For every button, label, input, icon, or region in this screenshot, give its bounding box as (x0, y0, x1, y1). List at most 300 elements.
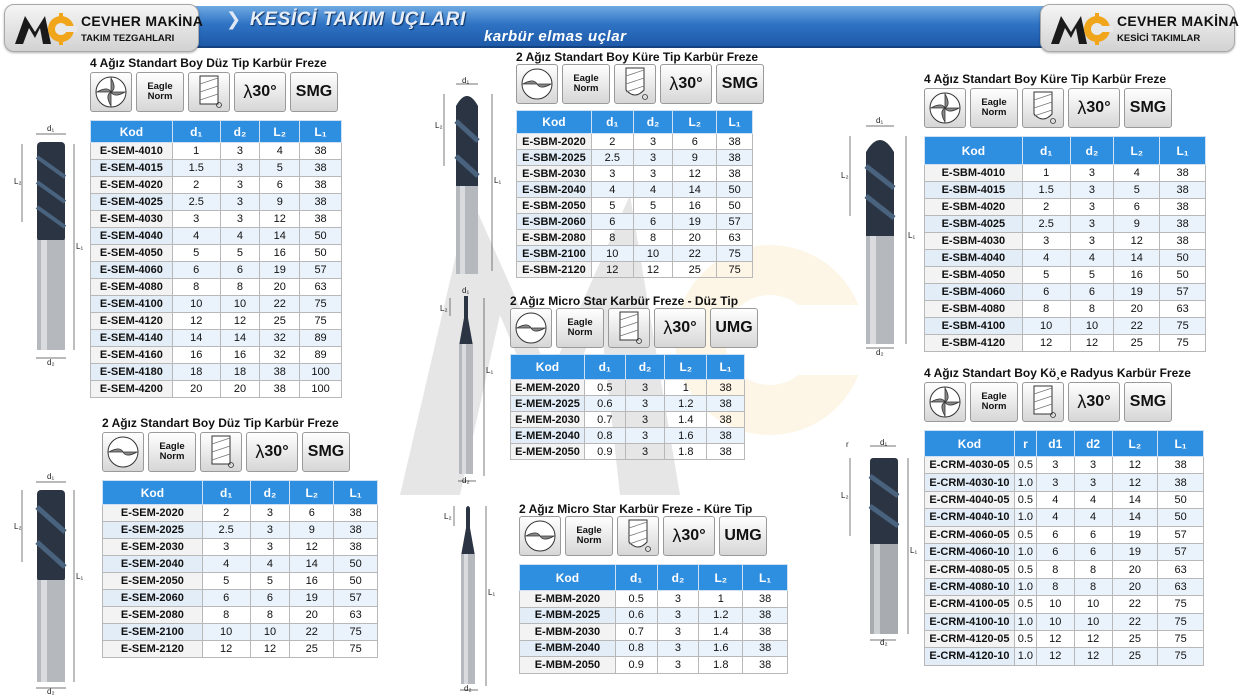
table-row (925, 526, 1204, 543)
spec-value-cell: 5 (1070, 267, 1114, 284)
spec-value-cell: 14 (673, 182, 717, 198)
spec-value-cell: 9 (673, 150, 717, 166)
spec-value-cell: 3 (625, 396, 665, 412)
spec-value-cell: 5 (1022, 267, 1070, 284)
column-header: d2 (1074, 431, 1112, 457)
dim-L1-label: L₁ (488, 588, 496, 597)
column-header: d1 (1036, 431, 1074, 457)
spec-value-cell: 2.5 (591, 150, 633, 166)
flute-section-icon (516, 64, 558, 104)
spec-value-cell: 0.5 (615, 591, 657, 608)
spec-value-cell: 1 (1022, 165, 1070, 182)
spec-value-cell: 1.5 (1022, 182, 1070, 199)
column-header: L₂ (260, 121, 300, 143)
header-title: KESİCİ TAKIM UÇLARI (250, 9, 466, 30)
column-header: L₁ (300, 121, 342, 143)
spec-value-cell: 38 (334, 539, 378, 556)
spec-value-cell: 32 (260, 347, 300, 364)
spec-value-cell: 0.8 (615, 640, 657, 657)
dim-L1-label: L₁ (494, 176, 502, 185)
spec-value-cell: 32 (260, 330, 300, 347)
table-row (925, 284, 1206, 301)
spec-value-cell: 38 (334, 505, 378, 522)
spec-value-cell: 12 (1112, 474, 1158, 491)
spec-value-cell: 3 (625, 380, 665, 396)
table-row (517, 262, 753, 278)
spec-value-cell: 89 (300, 347, 342, 364)
table-row (103, 624, 378, 641)
spec-value-cell: 2.5 (202, 522, 250, 539)
eagle-norm-badge (136, 72, 184, 112)
spec-table (510, 354, 745, 460)
helix-angle-badge (1068, 382, 1120, 422)
table-row (925, 578, 1204, 595)
spec-value-cell: 38 (743, 624, 788, 641)
spec-value-cell: 5 (633, 198, 673, 214)
spec-value-cell: 6 (260, 177, 300, 194)
helix-angle-value: 30° (1086, 393, 1111, 410)
spec-value-cell: 1.8 (665, 444, 707, 460)
product-code-cell: E-MBM-2020 (520, 591, 616, 608)
spec-value-cell: 6 (1070, 284, 1114, 301)
table-row (925, 335, 1206, 352)
spec-value-cell: 38 (717, 150, 753, 166)
spec-value-cell: 50 (1160, 250, 1206, 267)
table-row (517, 198, 753, 214)
spec-value-cell: 63 (300, 279, 342, 296)
column-header: L₂ (665, 355, 707, 380)
spec-value-cell: 75 (1158, 613, 1204, 630)
product-code-cell: E-SEM-2050 (103, 573, 203, 590)
spec-value-cell: 14 (220, 330, 260, 347)
product-code-cell: E-SBM-4050 (925, 267, 1023, 284)
spec-value-cell: 4 (1074, 491, 1112, 508)
table-row (91, 228, 342, 245)
product-code-cell: E-MEM-2030 (511, 412, 585, 428)
column-header: d₁ (591, 111, 633, 134)
product-code-cell: E-CRM-4080-10 (925, 578, 1015, 595)
spec-value-cell: 4 (260, 143, 300, 160)
column-header: d₂ (1070, 137, 1114, 165)
mc-gear-logo-icon (1049, 12, 1113, 46)
table-row (91, 262, 342, 279)
product-code-cell: E-SBM-2080 (517, 230, 592, 246)
spec-value-cell: 1.2 (699, 607, 743, 624)
spec-value-cell: 75 (1160, 335, 1206, 352)
spec-value-cell: 3 (633, 134, 673, 150)
spec-value-cell: 10 (172, 296, 220, 313)
spec-value-cell: 3 (657, 607, 699, 624)
spec-value-cell: 1.0 (1014, 474, 1036, 491)
spec-value-cell: 10 (1036, 596, 1074, 613)
dim-L2-label: L₂ (440, 304, 448, 313)
spec-value-cell: 38 (707, 396, 745, 412)
table-row (925, 216, 1206, 233)
lambda-symbol: λ (663, 317, 673, 338)
spec-value-cell: 75 (300, 313, 342, 330)
dim-d2-label: d₂ (876, 348, 884, 357)
table-row (520, 657, 788, 674)
column-header: Kod (925, 137, 1023, 165)
spec-value-cell: 38 (743, 591, 788, 608)
spec-value-cell: 38 (1160, 199, 1206, 216)
product-code-cell: E-SBM-4060 (925, 284, 1023, 301)
spec-value-cell: 0.5 (1014, 596, 1036, 613)
column-header: L₁ (1158, 431, 1204, 457)
table-row (91, 381, 342, 398)
spec-value-cell: 8 (1022, 301, 1070, 318)
dim-d2-label: d₂ (47, 687, 55, 696)
product-code-cell: E-MEM-2020 (511, 380, 585, 396)
spec-value-cell: 50 (1158, 509, 1204, 526)
column-header: d₂ (220, 121, 260, 143)
dim-L2-label: L₂ (841, 171, 849, 180)
column-header: L₂ (290, 481, 334, 505)
brand-tagline: KESİCİ TAKIMLAR (1117, 33, 1201, 44)
table-header-row (925, 431, 1204, 457)
table-header-row (520, 565, 788, 591)
spec-value-cell: 10 (633, 246, 673, 262)
spec-value-cell: 6 (1036, 526, 1074, 543)
table-row (91, 177, 342, 194)
spec-value-cell: 38 (707, 412, 745, 428)
table-row (925, 491, 1204, 508)
spec-value-cell: 4 (1074, 509, 1112, 526)
spec-value-cell: 12 (260, 211, 300, 228)
flute-section-icon (924, 382, 966, 422)
spec-value-cell: 50 (300, 245, 342, 262)
product-code-cell: E-CRM-4100-10 (925, 613, 1015, 630)
eagle-norm-badge (565, 516, 613, 556)
spec-value-cell: 12 (1114, 233, 1160, 250)
product-code-cell: E-CRM-4040-05 (925, 491, 1015, 508)
tip-geometry-icon (614, 64, 656, 104)
spec-value-cell: 25 (1114, 335, 1160, 352)
spec-value-cell: 3 (1074, 457, 1112, 474)
spec-value-cell: 4 (633, 182, 673, 198)
spec-value-cell: 75 (717, 262, 753, 278)
product-code-cell: E-MBM-2040 (520, 640, 616, 657)
spec-value-cell: 38 (1158, 474, 1204, 491)
product-code-cell: E-SEM-2080 (103, 607, 203, 624)
spec-value-cell: 14 (1112, 509, 1158, 526)
table-row (511, 380, 745, 396)
spec-value-cell: 5 (202, 573, 250, 590)
spec-value-cell: 50 (334, 556, 378, 573)
spec-value-cell: 2 (1022, 199, 1070, 216)
table-row (91, 194, 342, 211)
dim-r-label: r (846, 440, 849, 449)
spec-value-cell: 3 (220, 160, 260, 177)
tip-geometry-icon (617, 516, 659, 556)
spec-value-cell: 5 (220, 245, 260, 262)
product-code-cell: E-SEM-4015 (91, 160, 173, 177)
spec-value-cell: 22 (1112, 613, 1158, 630)
table-row (925, 630, 1204, 647)
spec-value-cell: 38 (300, 177, 342, 194)
spec-table (516, 110, 753, 278)
spec-value-cell: 4 (1114, 165, 1160, 182)
helix-angle-value: 30° (264, 443, 289, 460)
table-row (91, 364, 342, 381)
table-row (517, 214, 753, 230)
spec-value-cell: 3 (1070, 165, 1114, 182)
spec-value-cell: 16 (220, 347, 260, 364)
dim-L1-label: L₁ (76, 572, 84, 581)
product-code-cell: E-SBM-4120 (925, 335, 1023, 352)
brand-logo-right (1040, 4, 1240, 52)
spec-value-cell: 5 (591, 198, 633, 214)
table-row (103, 641, 378, 658)
helix-angle-badge (663, 516, 715, 556)
spec-value-cell: 20 (673, 230, 717, 246)
spec-value-cell: 25 (1112, 630, 1158, 647)
spec-value-cell: 6 (633, 214, 673, 230)
product-code-cell: E-MBM-2050 (520, 657, 616, 674)
spec-value-cell: 1.0 (1014, 543, 1036, 560)
spec-value-cell: 20 (1112, 578, 1158, 595)
tip-geometry-icon (188, 72, 230, 112)
mc-gear-logo-icon (13, 12, 77, 46)
table-row (91, 245, 342, 262)
product-code-cell: E-CRM-4060-10 (925, 543, 1015, 560)
spec-value-cell: 20 (1112, 561, 1158, 578)
spec-value-cell: 1.4 (665, 412, 707, 428)
column-header: Kod (520, 565, 616, 591)
section-title: 2 Ağız Micro Star Karbür Freze - Küre Tip (519, 502, 753, 516)
spec-value-cell: 50 (717, 182, 753, 198)
product-code-cell: E-SEM-2030 (103, 539, 203, 556)
table-row (925, 543, 1204, 560)
table-row (103, 522, 378, 539)
column-header: d₂ (633, 111, 673, 134)
spec-value-cell: 1.0 (1014, 509, 1036, 526)
table-row (925, 561, 1204, 578)
table-row (925, 596, 1204, 613)
spec-value-cell: 10 (1022, 318, 1070, 335)
column-header: d₂ (625, 355, 665, 380)
table-row (520, 624, 788, 641)
product-code-cell: E-SEM-2020 (103, 505, 203, 522)
spec-value-cell: 1.4 (699, 624, 743, 641)
dim-d1-label: d₁ (47, 124, 55, 133)
spec-value-cell: 100 (300, 381, 342, 398)
dim-d1-label: d₁ (47, 472, 55, 481)
spec-icon-row (516, 64, 764, 104)
spec-value-cell: 5 (172, 245, 220, 262)
product-code-cell: E-MBM-2030 (520, 624, 616, 641)
spec-value-cell: 1.6 (699, 640, 743, 657)
carbide-grade-badge: SMG (1124, 382, 1172, 422)
column-header: L₁ (743, 565, 788, 591)
spec-value-cell: 6 (250, 590, 290, 607)
product-code-cell: E-MEM-2040 (511, 428, 585, 444)
spec-value-cell: 63 (1158, 578, 1204, 595)
spec-icon-row (924, 382, 1172, 422)
spec-value-cell: 50 (717, 198, 753, 214)
spec-value-cell: 75 (1160, 318, 1206, 335)
spec-value-cell: 0.5 (1014, 561, 1036, 578)
spec-value-cell: 38 (1160, 233, 1206, 250)
eagle-norm-badge (562, 64, 610, 104)
spec-value-cell: 3 (1070, 233, 1114, 250)
product-code-cell: E-CRM-4030-05 (925, 457, 1015, 474)
spec-value-cell: 3 (625, 412, 665, 428)
spec-value-cell: 8 (1036, 561, 1074, 578)
product-code-cell: E-SEM-4025 (91, 194, 173, 211)
product-code-cell: E-SEM-4200 (91, 381, 173, 398)
spec-value-cell: 8 (250, 607, 290, 624)
spec-value-cell: 2.5 (1022, 216, 1070, 233)
tip-geometry-icon (1022, 382, 1064, 422)
spec-value-cell: 25 (673, 262, 717, 278)
table-row (103, 505, 378, 522)
spec-value-cell: 25 (1112, 648, 1158, 665)
spec-value-cell: 63 (1158, 561, 1204, 578)
spec-value-cell: 12 (1070, 335, 1114, 352)
table-row (517, 246, 753, 262)
eagle-label: Eagle (981, 391, 1007, 402)
table-row (925, 613, 1204, 630)
spec-value-cell: 16 (1114, 267, 1160, 284)
dim-d1-label: d₁ (462, 286, 470, 295)
spec-value-cell: 38 (300, 194, 342, 211)
tool-drawing-mbm (444, 498, 504, 696)
dim-L1-label: L₁ (910, 546, 918, 555)
dim-d2-label: d₂ (880, 638, 888, 647)
spec-value-cell: 9 (290, 522, 334, 539)
table-row (925, 233, 1206, 250)
column-header: L₁ (334, 481, 378, 505)
flute-section-icon (510, 308, 552, 348)
spec-value-cell: 10 (1074, 613, 1112, 630)
header-subtitle: karbür elmas uçlar (484, 28, 627, 45)
table-row (91, 347, 342, 364)
spec-value-cell: 4 (591, 182, 633, 198)
spec-value-cell: 22 (260, 296, 300, 313)
spec-value-cell: 3 (1036, 457, 1074, 474)
product-code-cell: E-SBM-4020 (925, 199, 1023, 216)
spec-value-cell: 57 (1160, 284, 1206, 301)
product-code-cell: E-CRM-4060-05 (925, 526, 1015, 543)
spec-value-cell: 75 (1158, 630, 1204, 647)
eagle-norm-badge (970, 382, 1018, 422)
spec-value-cell: 6 (591, 214, 633, 230)
spec-value-cell: 3 (202, 539, 250, 556)
spec-value-cell: 5 (250, 573, 290, 590)
spec-value-cell: 0.7 (584, 412, 625, 428)
spec-value-cell: 20 (260, 279, 300, 296)
eagle-norm-badge (556, 308, 604, 348)
spec-value-cell: 75 (1158, 596, 1204, 613)
spec-value-cell: 3 (220, 194, 260, 211)
eagle-label: Eagle (576, 525, 602, 536)
spec-value-cell: 4 (220, 228, 260, 245)
spec-value-cell: 3 (633, 150, 673, 166)
spec-value-cell: 38 (707, 428, 745, 444)
product-code-cell: E-SEM-2120 (103, 641, 203, 658)
flute-section-icon (924, 88, 966, 128)
product-code-cell: E-SEM-4160 (91, 347, 173, 364)
spec-value-cell: 22 (673, 246, 717, 262)
table-row (925, 250, 1206, 267)
table-row (925, 474, 1204, 491)
product-code-cell: E-MEM-2050 (511, 444, 585, 460)
product-code-cell: E-SBM-4100 (925, 318, 1023, 335)
product-code-cell: E-SBM-2020 (517, 134, 592, 150)
spec-value-cell: 3 (1070, 216, 1114, 233)
carbide-grade-badge: SMG (302, 432, 350, 472)
spec-value-cell: 12 (172, 313, 220, 330)
spec-value-cell: 12 (1036, 648, 1074, 665)
spec-value-cell: 20 (220, 381, 260, 398)
spec-value-cell: 38 (743, 607, 788, 624)
column-header: Kod (103, 481, 203, 505)
column-header: L₂ (1112, 431, 1158, 457)
spec-value-cell: 38 (717, 166, 753, 182)
spec-value-cell: 75 (334, 641, 378, 658)
dim-d1-label: d₁ (880, 438, 888, 447)
spec-value-cell: 38 (1158, 457, 1204, 474)
product-code-cell: E-CRM-4080-05 (925, 561, 1015, 578)
spec-value-cell: 38 (300, 211, 342, 228)
spec-value-cell: 38 (707, 380, 745, 396)
lambda-symbol: λ (669, 73, 679, 94)
spec-value-cell: 0.5 (1014, 630, 1036, 647)
spec-value-cell: 22 (290, 624, 334, 641)
helix-angle-badge (660, 64, 712, 104)
brand-name: CEVHER MAKİNA (81, 13, 204, 29)
product-code-cell: E-SEM-4140 (91, 330, 173, 347)
spec-value-cell: 14 (290, 556, 334, 573)
tip-geometry-icon (608, 308, 650, 348)
product-code-cell: E-SBM-4015 (925, 182, 1023, 199)
section-title: 2 Ağız Standart Boy Küre Tip Karbür Freze (516, 50, 759, 64)
norm-label: Norm (147, 91, 173, 102)
helix-angle-badge (234, 72, 286, 112)
spec-value-cell: 10 (591, 246, 633, 262)
column-header: Kod (925, 431, 1015, 457)
table-header-row (511, 355, 745, 380)
column-header: r (1014, 431, 1036, 457)
product-code-cell: E-SBM-4025 (925, 216, 1023, 233)
table-row (511, 444, 745, 460)
column-header: Kod (517, 111, 592, 134)
table-row (103, 556, 378, 573)
table-header-row (925, 137, 1206, 165)
spec-value-cell: 1.2 (665, 396, 707, 412)
eagle-label: Eagle (159, 441, 185, 452)
spec-value-cell: 63 (334, 607, 378, 624)
spec-value-cell: 5 (260, 160, 300, 177)
spec-value-cell: 8 (172, 279, 220, 296)
spec-value-cell: 18 (172, 364, 220, 381)
lambda-symbol: λ (243, 81, 253, 102)
spec-value-cell: 10 (1070, 318, 1114, 335)
table-row (925, 509, 1204, 526)
product-code-cell: E-CRM-4030-10 (925, 474, 1015, 491)
spec-value-cell: 0.9 (584, 444, 625, 460)
spec-icon-row (510, 308, 758, 348)
spec-value-cell: 5 (1114, 182, 1160, 199)
spec-value-cell: 50 (1160, 267, 1206, 284)
product-code-cell: E-SEM-4030 (91, 211, 173, 228)
spec-value-cell: 8 (1036, 578, 1074, 595)
column-header: Kod (91, 121, 173, 143)
spec-value-cell: 38 (334, 522, 378, 539)
spec-value-cell: 12 (1022, 335, 1070, 352)
spec-value-cell: 4 (202, 556, 250, 573)
